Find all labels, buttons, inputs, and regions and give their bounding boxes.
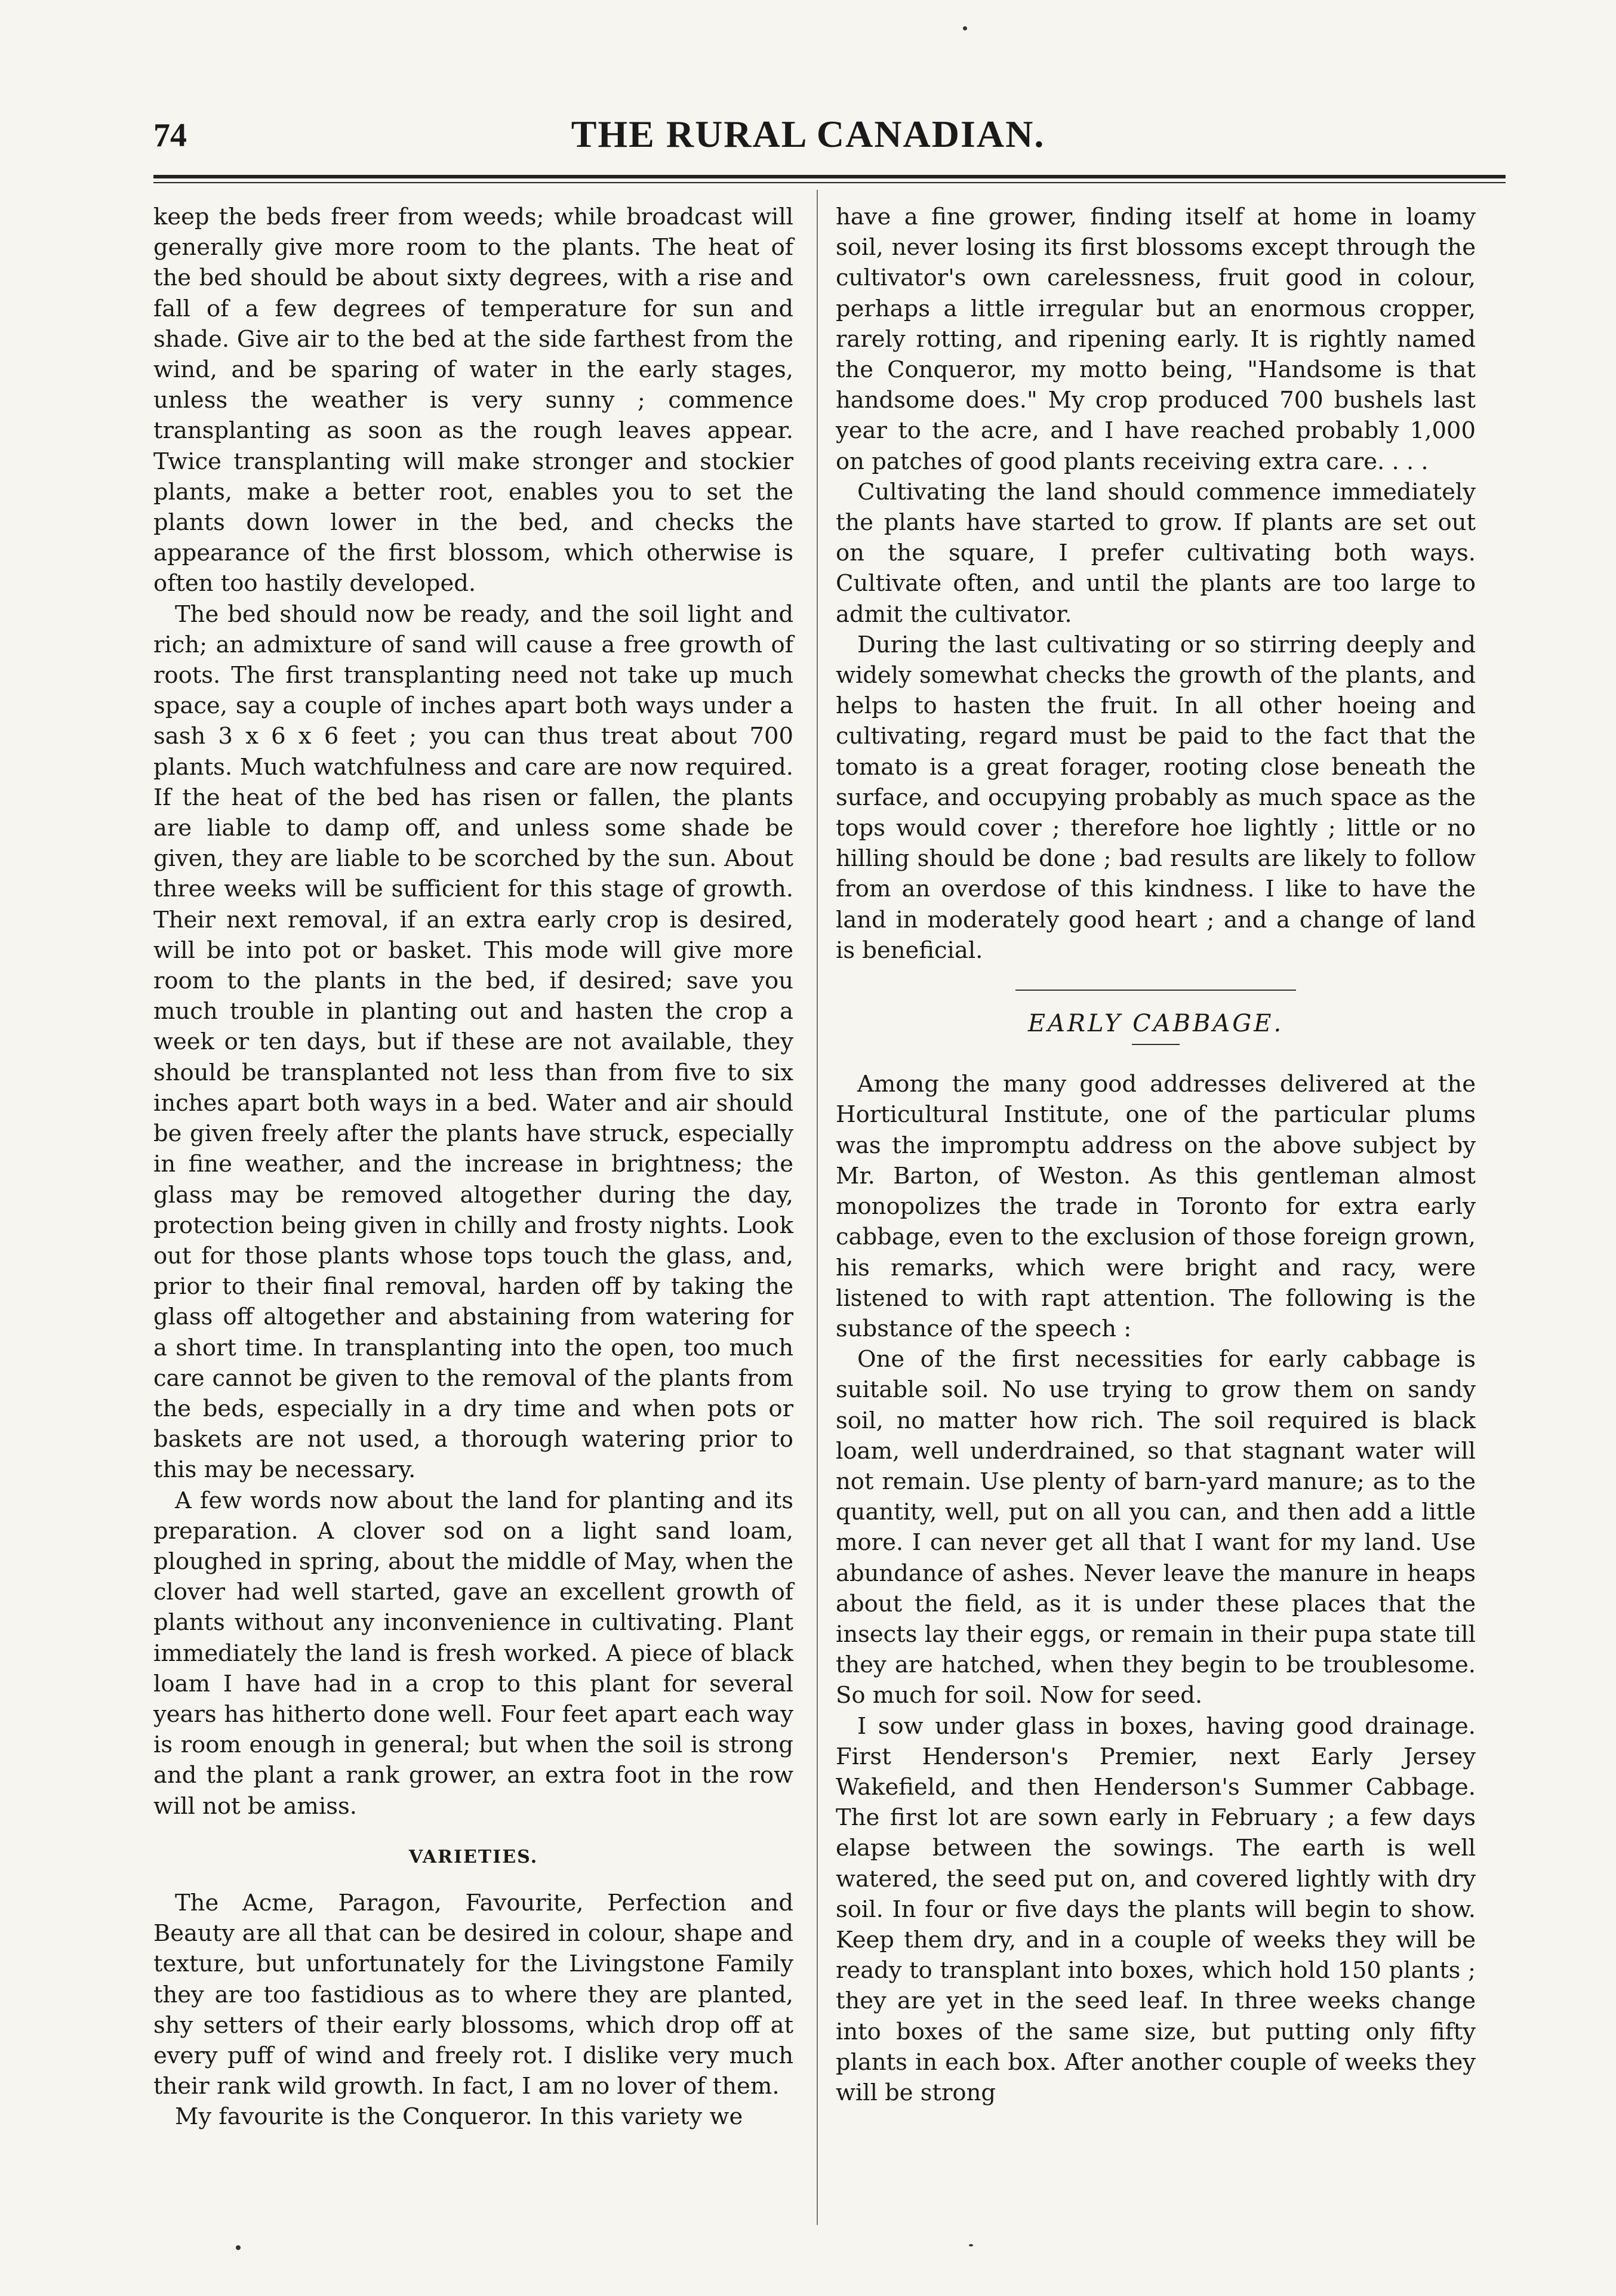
paragraph: One of the first necessities for early cabbage is suitable soil. No use trying to grow them on sandy soil, no matter how rich. The soil required is black loam, well underdrained, so that stagnant water will not remain. Use plenty of barn-yard manure; as to the quantity, well, put on all you can, and then add a little more. I can never get all that I want for my land. Use abundance of ashes. Never leave the manure in heaps about the field, as it is under these places that the insects lay their eggs, or remain in their pupa state till they are hatched, when they begin to be troublesome. So much for soil. Now for seed. xyxy=(836,1346,1476,1709)
header-rule-thin xyxy=(153,182,1506,183)
column-divider xyxy=(817,190,818,2225)
paragraph: Among the many good addresses delivered at the Horticultural Institute, one of the particular plums was the impromptu address on the above subject by Mr. Barton, of Weston. As this gentleman almost monopolizes the trade in Toronto for extra early cabbage, even to the exclusion of those foreign grown, his remarks, which were bright and racy, were listened to with rapt attention. The following is the substance of the speech : xyxy=(836,1071,1476,1342)
print-speck xyxy=(236,2245,241,2250)
paragraph: I sow under glass in boxes, having good drainage. First Henderson's Premier, next Early Jersey Wakefield, and then Henderson's Summer Cabbage. The first lot are sown early in February ; a few days elapse between the sowings. The earth is well watered, the seed put on, and covered lightly with dry soil. In four or five days the plants will begin to show. Keep them dry, and in a couple of weeks they will be ready to transplant into boxes, which hold 150 plants ; they are yet in the seed leaf. In three weeks change into boxes of the same size, but putting only fifty plants in each box. After another couple of weeks they will be strong xyxy=(836,1712,1476,2106)
page-number: 74 xyxy=(153,117,187,154)
article-heading-early-cabbage: EARLY CABBAGE. xyxy=(1027,1010,1284,1038)
header-rule-thick xyxy=(153,175,1506,178)
masthead-title: THE RURAL CANADIAN. xyxy=(571,113,1045,155)
left-column xyxy=(153,202,793,2132)
right-column xyxy=(836,202,1476,2108)
paragraph: A few words now about the land for planting and its preparation. A clover sod on a light sand loam, ploughed in spring, about the middle of May, when the clover had well started, gave an excellent growth of plants without any inconvenience in cultivating. Plant immediately the land is fresh worked. A piece of black loam I have had in a crop to this plant for several years has hitherto done well. Four feet apart each way is room enough in general; but when the soil is strong and the plant a rank grower, an extra foot in the row will not be amiss. xyxy=(153,1487,793,1820)
paragraph: keep the beds freer from weeds; while broadcast will generally give more room to the plants. The heat of the bed should be about sixty degrees, with a rise and fall of a few degrees of temperature for sun and shade. Give air to the bed at the side farthest from the wind, and be sparing of water in the early stages, unless the weather is very sunny ; commence transplanting as soon as the rough leaves appear. Twice transplanting will make stronger and stockier plants, make a better root, enables you to set the plants down lower in the bed, and checks the appearance of the first blossom, which otherwise is often too hastily developed. xyxy=(153,204,793,597)
paragraph: The Acme, Paragon, Favourite, Perfection and Beauty are all that can be desired in colour, shape and texture, but unfortunately for the Livingstone Family they are too fastidious as to where they are planted, shy setters of their early blossoms, which drop off at every puff of wind and freely rot. I dislike very much their rank wild growth. In fact, I am no lover of them. xyxy=(153,1889,793,2100)
paragraph: The bed should now be ready, and the soil light and rich; an admixture of sand will cause a free growth of roots. The first transplanting need not take up much space, say a couple of inches apart both ways under a sash 3 x 6 x 6 feet ; you can thus treat about 700 plants. Much watchfulness and care are now required. If the heat of the bed has risen or fallen, the plants are liable to damp off, and unless some shade be given, they are liable to be scorched by the sun. About three weeks will be sufficient for this stage of growth. Their next removal, if an extra early crop is desired, will be into pot or basket. This mode will give more room to the plants in the bed, if desired; save you much trouble in planting out and hasten the crop a week or ten days, but if these are not available, they should be transplanted not less than from five to six inches apart both ways in a bed. Water and air should be given freely after the plants have struck, especially in fine weather, and the increase in brightness; the glass may be removed altogether during the day, protection being given in chilly and frosty nights. Look out for those plants whose tops touch the glass, and, prior to their final removal, harden off by taking the glass off altogether and abstaining from watering for a short time. In transplanting into the open, too much care cannot be given to the removal of the plants from the beds, especially in a dry time and when pots or baskets are not used, a thorough watering prior to this may be necessary. xyxy=(153,600,793,1484)
paragraph: My favourite is the Conqueror. In this variety we xyxy=(175,2103,743,2131)
article-heading-rule xyxy=(1015,990,1296,991)
print-speck xyxy=(969,2244,973,2246)
paragraph: During the last cultivating or so stirring deeply and widely somewhat checks the growth of the plants, and helps to hasten the fruit. In all other hoeing and cultivating, regard must be paid to the fact that the tomato is a great forager, rooting close beneath the surface, and occupying probably as much space as the tops would cover ; therefore hoe lightly ; little or no hilling should be done ; bad results are likely to follow from an overdose of this kindness. I like to have the land in moderately good heart ; and a change of land is beneficial. xyxy=(836,631,1476,964)
paragraph: Cultivating the land should commence immediately the plants have started to grow. If plants are set out on the square, I prefer cultivating both ways. Cultivate often, and until the plants are too large to admit the cultivator. xyxy=(836,478,1476,628)
article-heading-underline xyxy=(1132,1044,1180,1045)
print-speck xyxy=(963,26,967,30)
section-heading-varieties: VARIETIES. xyxy=(408,1846,538,1867)
paragraph: have a fine grower, finding itself at home in loamy soil, never losing its first blossoms except through the cultivator's own carelessness, fruit good in colour, perhaps a little irregular but an enormous cropper, rarely rotting, and ripening early. It is rightly named the Conqueror, my motto being, "Handsome is that handsome does." My crop produced 700 bushels last year to the acre, and I have reached probably 1,000 on patches of good plants receiving extra care. . . . xyxy=(836,204,1476,475)
